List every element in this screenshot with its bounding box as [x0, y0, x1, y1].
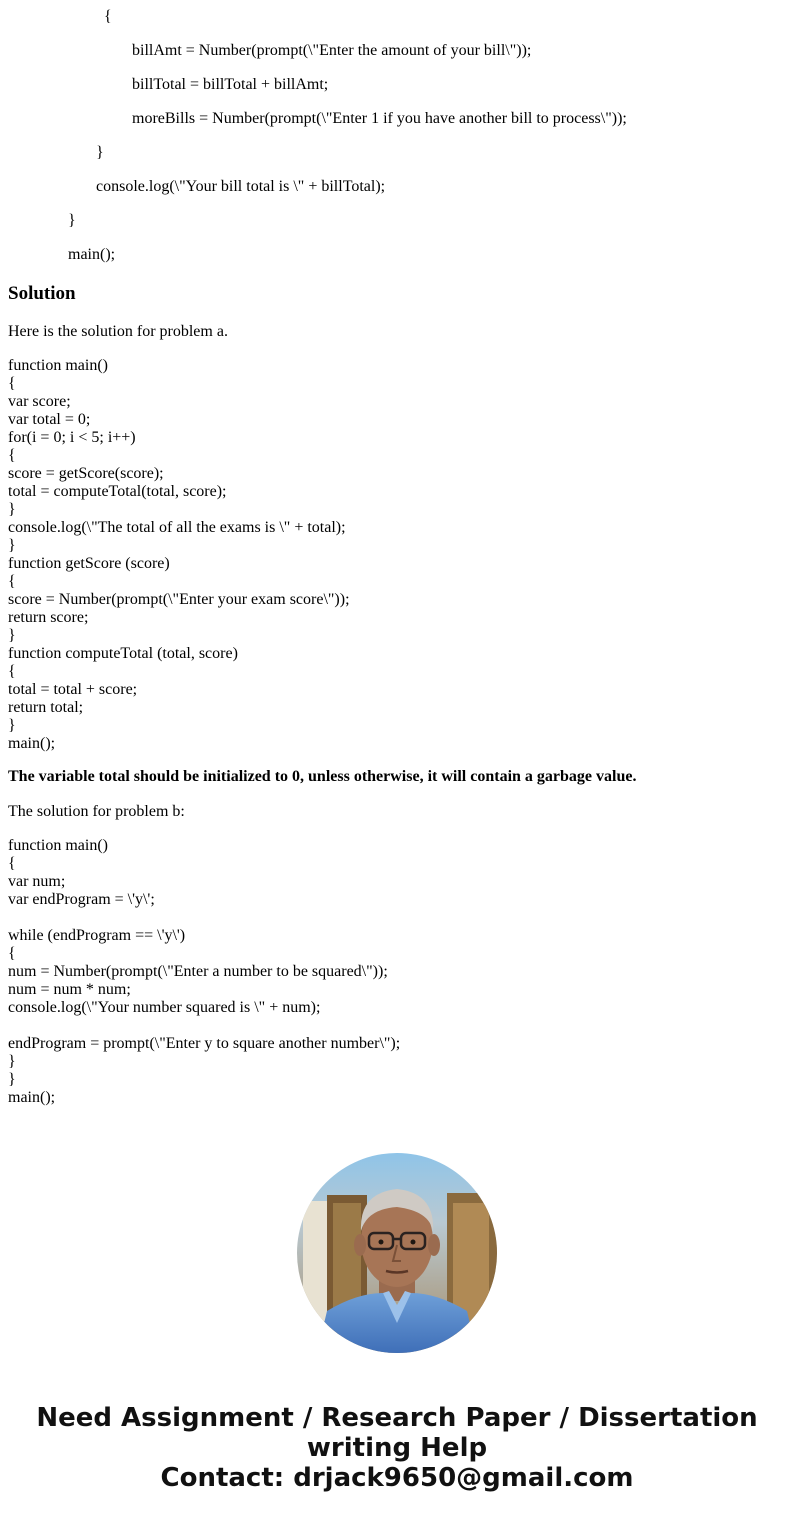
code-block-b [8, 837, 400, 1107]
code-line: function computeTotal (total, score) [8, 645, 238, 662]
avatar [297, 1153, 497, 1353]
code-line: for(i = 0; i < 5; i++) [8, 429, 136, 446]
code-open-brace: { [104, 8, 112, 25]
code-line: { [8, 663, 16, 680]
code-line: function main() [8, 837, 108, 854]
code-line: } [8, 501, 16, 518]
code-line-bill-amt: billAmt = Number(prompt(\"Enter the amount of your bill\")); [132, 42, 532, 59]
code-line: num = num * num; [8, 981, 131, 998]
code-line: var endProgram = \'y\'; [8, 891, 155, 908]
code-line: score = Number(prompt(\"Enter your exam score\")); [8, 591, 350, 608]
help-banner [0, 1403, 794, 1493]
code-line-bill-total: billTotal = billTotal + billAmt; [132, 76, 329, 93]
code-line: var num; [8, 873, 66, 890]
code-line: } [8, 1071, 16, 1088]
code-line: score = getScore(score); [8, 465, 164, 482]
code-line: { [8, 573, 16, 590]
code-line: function main() [8, 357, 108, 374]
code-line: console.log(\"The total of all the exams is \" + total); [8, 519, 346, 536]
code-line: total = computeTotal(total, score); [8, 483, 227, 500]
code-close-outer-brace: } [68, 212, 76, 229]
code-line: main(); [8, 1089, 56, 1106]
code-line: return total; [8, 699, 84, 716]
code-line: { [8, 855, 16, 872]
solution-heading: Solution [8, 283, 76, 304]
code-line: console.log(\"Your number squared is \" + num); [8, 999, 321, 1016]
code-block-a [8, 357, 350, 753]
code-line-more-bills: moreBills = Number(prompt(\"Enter 1 if you have another bill to process\")); [132, 110, 627, 127]
code-line: var total = 0; [8, 411, 91, 428]
code-line: { [8, 945, 16, 962]
code-line-blank [8, 909, 400, 927]
code-line: } [8, 1053, 16, 1070]
code-line: var score; [8, 393, 71, 410]
banner-line-2: writing Help [306, 1433, 488, 1463]
code-line-blank [8, 1017, 400, 1035]
code-line: num = Number(prompt(\"Enter a number to be squared\")); [8, 963, 388, 980]
banner-contact: Contact: drjack9650@gmail.com [160, 1463, 634, 1493]
initialization-note: The variable total should be initialized to 0, unless otherwise, it will contain a garbage value. [8, 768, 637, 785]
code-line: main(); [8, 735, 56, 752]
solution-a-intro: Here is the solution for problem a. [8, 323, 228, 340]
code-line: function getScore (score) [8, 555, 170, 572]
solution-b-intro: The solution for problem b: [8, 803, 185, 820]
tutor-portrait-icon [297, 1153, 497, 1353]
code-line: endProgram = prompt(\"Enter y to square another number\"); [8, 1035, 401, 1052]
code-line-main: main(); [68, 246, 116, 263]
code-line: { [8, 375, 16, 392]
banner-line-1: Need Assignment / Research Paper / Dissertation [36, 1403, 758, 1433]
code-line: while (endProgram == \'y\') [8, 927, 186, 944]
code-line: } [8, 717, 16, 734]
code-close-inner-brace: } [96, 144, 104, 161]
code-line: } [8, 537, 16, 554]
code-line-console: console.log(\"Your bill total is \" + billTotal); [96, 178, 386, 195]
code-line: total = total + score; [8, 681, 138, 698]
code-line: return score; [8, 609, 89, 626]
code-line: { [8, 447, 16, 464]
code-line: } [8, 627, 16, 644]
